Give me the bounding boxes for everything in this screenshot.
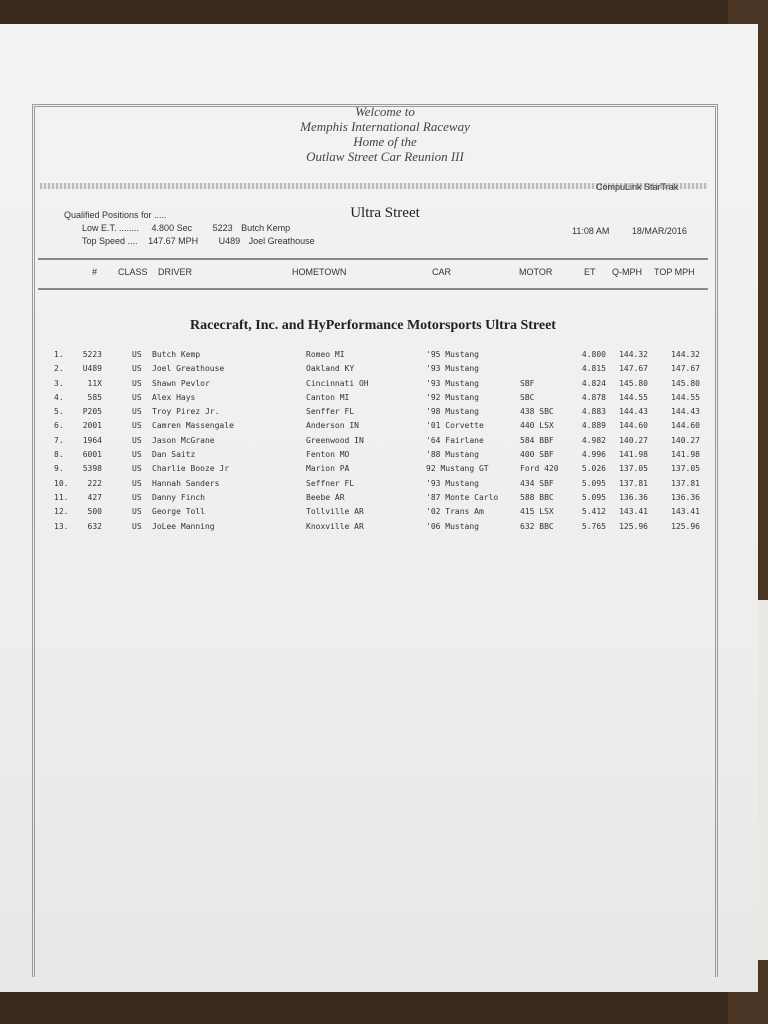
cell-pos: 4. [54,392,64,402]
cell-driver: Dan Saitz [152,450,196,460]
col-car: CAR [432,267,452,277]
cell-town: Marion PA [306,464,350,474]
cell-driver: Alex Hays [152,392,196,402]
cell-top: 144.55 [671,392,700,402]
low-et-driver: Butch Kemp [241,223,291,233]
table-row [0,350,758,364]
top-speed-driver: Joel Greathouse [248,236,315,246]
low-et-row [64,222,315,235]
cell-car: '64 Fairlane [426,435,484,445]
table-row [0,393,758,407]
cell-top: 144.32 [671,350,700,359]
cell-top: 147.67 [671,364,700,374]
cell-q: 147.67 [619,364,648,374]
cell-driver: Shawn Pevlor [152,378,210,388]
cell-q: 143.41 [619,507,648,517]
cell-pos: 13. [54,521,69,531]
cell-driver: Charlie Booze Jr [152,464,230,474]
cell-pos: 5. [54,407,64,417]
welcome-line: Outlaw Street Car Reunion III [306,149,464,164]
cell-cls: US [132,392,142,402]
table-row [0,522,758,536]
cell-car: '93 Mustang [426,364,479,374]
cell-et: 4.815 [581,364,606,374]
cell-cls: US [132,478,142,488]
cell-top: 144.43 [671,407,700,417]
cell-num: 1964 [82,435,102,445]
welcome-line: Memphis International Raceway [300,119,470,134]
cell-cls: US [132,378,142,388]
cell-pos: 1. [54,350,64,359]
cell-town: Seffner FL [306,478,355,488]
cell-cls: US [132,350,142,359]
low-et-car: 5223 [212,223,233,233]
welcome-line: Welcome to [355,104,415,119]
cell-et: 5.095 [581,492,606,502]
cell-q: 145.80 [619,378,648,388]
cell-car: '93 Mustang [426,478,479,488]
top-speed-row [64,235,315,248]
cell-town: Canton MI [306,392,350,402]
cell-driver: Butch Kemp [152,350,201,359]
col-qmph: Q-MPH [612,267,642,277]
welcome-line: Home of the [353,134,417,149]
cell-pos: 7. [54,435,64,445]
table-row [0,493,758,507]
cell-driver: Danny Finch [152,492,205,502]
qualified-label: Qualified Positions for ..... [64,210,167,220]
cell-pos: 9. [54,464,64,474]
cell-q: 144.55 [619,392,648,402]
cell-q: 144.60 [619,421,648,431]
table-row [0,507,758,521]
cell-motor: SBC [520,392,535,402]
cell-q: 136.36 [619,492,648,502]
qualified-summary [64,209,315,248]
cell-et: 5.095 [581,478,606,488]
cell-top: 140.27 [671,435,700,445]
cell-et: 4.800 [581,350,606,359]
cell-q: 125.96 [619,521,648,531]
cell-cls: US [132,421,142,431]
cell-num: U489 [82,364,102,374]
cell-pos: 10. [54,478,69,488]
cell-cls: US [132,364,142,374]
cell-driver: Joel Greathouse [152,364,225,374]
cell-town: Cincinnati OH [306,378,369,388]
cell-num: 11X [87,378,102,388]
cell-top: 125.96 [671,521,700,531]
table-row [0,407,758,421]
cell-cls: US [132,507,142,517]
cell-motor: 584 BBF [520,435,554,445]
col-et: ET [584,267,596,277]
cell-town: Tollville AR [306,507,364,517]
cell-car: '98 Mustang [426,407,479,417]
cell-town: Fenton MO [306,450,350,460]
table-row [0,464,758,478]
cell-town: Anderson IN [306,421,359,431]
cell-pos: 2. [54,364,64,374]
cell-car: '92 Mustang [426,392,479,402]
cell-driver: George Toll [152,507,205,517]
cell-town: Knoxville AR [306,521,364,531]
col-topmph: TOP MPH [654,267,695,277]
cell-et: 4.889 [581,421,606,431]
cell-motor: 440 LSX [520,421,554,431]
cell-et: 4.883 [581,407,606,417]
cell-top: 141.98 [671,450,700,460]
cell-num: 500 [87,507,102,517]
cell-et: 5.412 [581,507,606,517]
cell-top: 144.60 [671,421,700,431]
col-num: # [92,267,98,277]
cell-pos: 8. [54,450,64,460]
cell-q: 144.32 [619,350,648,359]
cell-q: 144.43 [619,407,648,417]
table-row [0,364,758,378]
cell-num: 427 [87,492,102,502]
cell-et: 4.824 [581,378,606,388]
results-table [0,350,758,536]
timestamp [572,226,687,236]
cell-cls: US [132,435,142,445]
cell-num: P205 [82,407,102,417]
cell-motor: 438 SBC [520,407,554,417]
table-row [0,450,758,464]
cell-motor: 632 BBC [520,521,554,531]
cell-cls: US [132,521,142,531]
cell-et: 4.996 [581,450,606,460]
cell-et: 5.026 [581,464,606,474]
cell-q: 140.27 [619,435,648,445]
cell-driver: JoLee Manning [152,521,215,531]
cell-num: 5398 [82,464,102,474]
cell-motor: 588 BBC [520,492,554,502]
cell-town: Oakland KY [306,364,355,374]
cell-car: '88 Mustang [426,450,479,460]
top-speed-value: 147.67 MPH [148,236,199,246]
cell-pos: 3. [54,378,64,388]
cell-et: 5.765 [581,521,606,531]
cell-cls: US [132,407,142,417]
cell-car: '95 Mustang [426,350,479,359]
cell-num: 2001 [82,421,102,431]
cell-driver: Jason McGrane [152,435,215,445]
cell-motor: Ford 420 [520,464,559,474]
cell-driver: Troy Pirez Jr. [152,407,220,417]
cell-pos: 12. [54,507,69,517]
cell-top: 137.81 [671,478,700,488]
col-hometown: HOMETOWN [292,267,347,277]
cell-top: 136.36 [671,492,700,502]
col-motor: MOTOR [519,267,553,277]
welcome-banner [32,104,738,164]
cell-num: 632 [87,521,102,531]
cell-motor: 400 SBF [520,450,554,460]
cell-motor: SBF [520,378,535,388]
col-class: CLASS [118,267,148,277]
cell-car: '06 Mustang [426,521,479,531]
cell-town: Romeo MI [306,350,345,359]
top-speed-label: Top Speed .... [82,236,138,246]
cell-cls: US [132,450,142,460]
cell-q: 141.98 [619,450,648,460]
cell-car: '01 Corvette [426,421,484,431]
cell-driver: Camren Massengale [152,421,234,431]
cell-pos: 11. [54,492,69,502]
cell-car: '93 Mustang [426,378,479,388]
cell-town: Beebe AR [306,492,345,502]
cell-top: 145.80 [671,378,700,388]
cell-num: 585 [87,392,102,402]
cell-num: 222 [87,478,102,488]
cell-et: 4.878 [581,392,606,402]
brand-label: CompuLink StarTrak [596,182,679,192]
cell-top: 143.41 [671,507,700,517]
low-et-label: Low E.T. ........ [82,223,140,233]
cell-car: '02 Trans Am [426,507,484,517]
cell-cls: US [132,492,142,502]
class-title: Ultra Street [350,205,420,221]
cell-town: Greenwood IN [306,435,364,445]
cell-pos: 6. [54,421,64,431]
results-subtitle: Racecraft, Inc. and HyPerformance Motorsports Ultra Street [190,318,556,333]
table-row [0,479,758,493]
cell-cls: US [132,464,142,474]
cell-town: Senffer FL [306,407,355,417]
time-label: 11:08 AM [572,226,610,236]
top-speed-car: U489 [218,236,241,246]
low-et-value: 4.800 Sec [151,223,193,233]
cell-motor: 434 SBF [520,478,554,488]
table-row [0,421,758,435]
cell-q: 137.05 [619,464,648,474]
cell-num: 5223 [82,350,102,359]
cell-motor: 415 LSX [520,507,554,517]
col-driver: DRIVER [158,267,193,277]
cell-car: 92 Mustang GT [426,464,489,474]
cell-num: 6001 [82,450,102,460]
table-row [0,436,758,450]
cell-top: 137.05 [671,464,700,474]
cell-et: 4.982 [581,435,606,445]
cell-car: '87 Monte Carlo [426,492,499,502]
table-row [0,379,758,393]
cell-q: 137.81 [619,478,648,488]
date-label: 18/MAR/2016 [631,226,687,236]
cell-driver: Hannah Sanders [152,478,220,488]
